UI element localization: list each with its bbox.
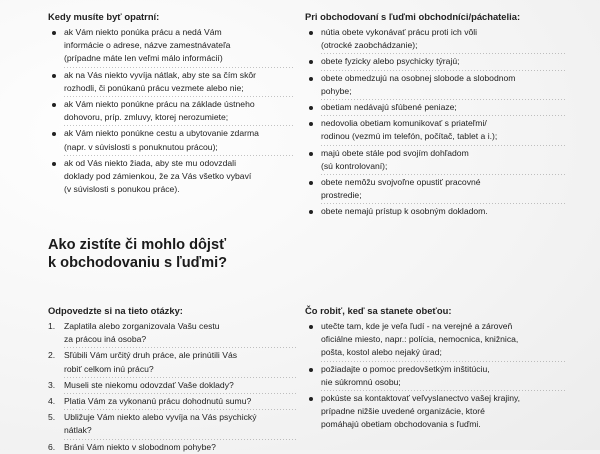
list-item: ak od Vás niekto žiada, aby ste mu odovzdali doklady pod zámienkou, že za Vás všetko vybaví (v súvislosti s ponukou práce). <box>48 157 294 197</box>
perpetrators-heading: Pri obchodovaní s ľuďmi obchodníci/páchatelia: <box>305 11 521 22</box>
list-item: nútia obete vykonávať prácu proti ich vôli (otrocké zaobchádzanie); <box>305 26 565 52</box>
list-item: 4. Platia Vám za vykonanú prácu dohodnutú sumu? <box>48 396 252 407</box>
victim-advice-heading: Čo robiť, keď sa stanete obeťou: <box>305 305 452 316</box>
warning-list <box>48 26 294 196</box>
list-item: majú obete stále pod svojím dohľadom (sú kontrolovaní); <box>305 147 565 173</box>
list-item: utečte tam, kde je veľa ľudí - na verejné a zároveň oficiálne miesto, napr.: polícia, nemocnica, knižnica, pošta, kostol alebo nejaký úrad; <box>305 320 567 360</box>
list-item: ak Vám niekto ponúkne prácu na základe ústneho dohovoru, príp. zmluvy, ktorej nerozumiete; <box>48 98 294 124</box>
victim-advice-list <box>305 320 567 432</box>
questions-heading: Odpovedzte si na tieto otázky: <box>48 305 183 316</box>
list-item: obetiam nedávajú sľúbené peniaze; <box>305 101 565 114</box>
list-item: požiadajte o pomoc predovšetkým inštitúciu, nie súkromnú osobu; <box>305 363 567 389</box>
warning-section <box>48 10 294 196</box>
perpetrators-list <box>305 26 565 219</box>
perpetrators-section <box>305 10 565 219</box>
list-item: 5. Ubližuje Vám niekto alebo vyvíja na Vás psychický nátlak? <box>48 412 257 436</box>
list-item: obete fyzicky alebo psychicky týrajú; <box>305 55 565 68</box>
list-item: ak Vám niekto ponúka prácu a nedá Vám informácie o adrese, názve zamestnávateľa (prípadne máte len veľmi málo informácií) <box>48 26 294 66</box>
list-item: 3. Museli ste niekomu odovzdať Vaše doklady? <box>48 379 234 390</box>
questions-list <box>48 320 298 454</box>
list-item: pokúste sa kontaktovať veľvyslanectvo vašej krajiny, prípadne nižšie uvedené organizácie, ktoré pomáhajú obetiam obchodovania s ľuďmi. <box>305 392 567 432</box>
warning-heading: Kedy musíte byť opatrní: <box>48 11 160 22</box>
list-item: obete nemôžu svojvoľne opustiť pracovné prostredie; <box>305 176 565 202</box>
list-item: 6. Bráni Vám niekto v slobodnom pohybe? <box>48 441 216 452</box>
list-item: 2. Sľúbili Vám určitý druh práce, ale prinútili Vás robiť celkom inú prácu? <box>48 350 238 374</box>
questions-section <box>48 304 298 454</box>
list-item: obete obmedzujú na osobnej slobode a slobodnom pohybe; <box>305 72 565 98</box>
victim-advice-section <box>305 304 567 432</box>
main-question-heading: Ako zistíte či mohlo dôjsť k obchodovaniu s ľuďmi? <box>48 237 228 271</box>
list-item: obete nemajú prístup k osobným dokladom. <box>305 205 565 218</box>
list-item: nedovolia obetiam komunikovať s priateľmi/ rodinou (vezmú im telefón, počítač, tablet a i.); <box>305 117 565 143</box>
list-item: ak Vám niekto ponúkne cestu a ubytovanie zdarma (napr. v súvislosti s ponuknutou prácou); <box>48 127 294 153</box>
list-item: ak na Vás niekto vyvíja nátlak, aby ste sa čím skôr rozhodli, či ponúkanú prácu vezmete alebo nie; <box>48 69 294 95</box>
list-item: 1. Zaplatila alebo zorganizovala Vašu cestu za prácou iná osoba? <box>48 321 220 345</box>
